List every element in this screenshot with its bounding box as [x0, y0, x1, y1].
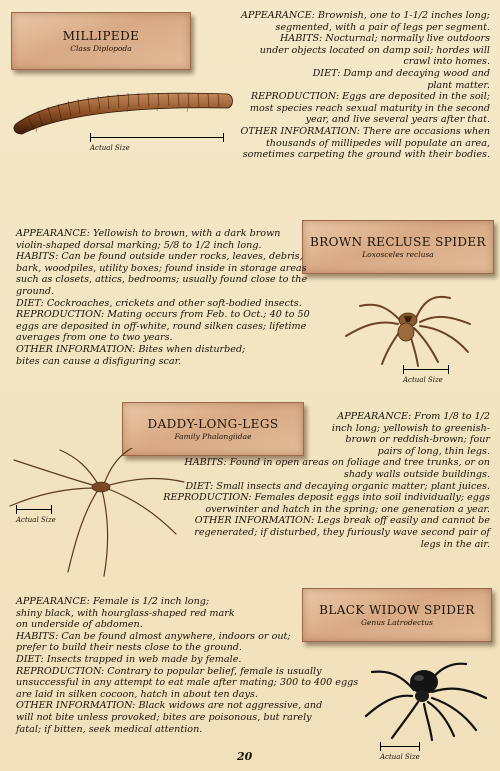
millipede-illustration — [8, 80, 238, 140]
scale-tick-right — [51, 505, 52, 514]
black-widow-scale-bar — [380, 742, 420, 766]
black-widow-appearance: APPEARANCE: Female is 1/2 inch long; shiny black, with hourglass-shaped red mark on underside of abdomen. — [16, 596, 235, 631]
daddy-long-legs-habits: HABITS: Found in open areas on foliage and tree trunks, or on shady walls outside buildings. — [184, 457, 490, 480]
scale-line — [380, 746, 420, 747]
daddy-long-legs-other-information: OTHER INFORMATION: Legs break off easily and cannot be regenerated; if disturbed, they furiously wave second pair of legs in the air. — [194, 515, 490, 550]
scale-tick-right — [419, 742, 420, 751]
millipede-scale-bar — [90, 133, 224, 157]
black-widow-habits: HABITS: Can be found almost anywhere, indoors or out; prefer to build their nests close to the ground. — [16, 630, 291, 654]
black-widow-diet: DIET: Insects trapped in web made by female. — [16, 653, 242, 665]
scale-line — [403, 369, 449, 370]
brown-recluse-scale-bar — [403, 365, 449, 389]
scale-line — [90, 137, 224, 138]
millipede-actual-size-label: Actual Size — [90, 144, 130, 152]
scale-tick-right — [448, 365, 449, 374]
brown-recluse-label-card — [302, 220, 494, 274]
black-widow-latin-name: Genus Latrodectus — [360, 618, 434, 627]
scale-tick-left — [403, 365, 404, 374]
daddy-long-legs-description — [140, 411, 490, 550]
scale-tick-left — [16, 505, 17, 514]
brown-recluse-habits: HABITS: Can be found outside under rocks, leaves, debris, bark, woodpiles, utility boxes; found inside in storage areas such as closets, attics, bedrooms; usually found close to the ground. — [16, 251, 308, 297]
millipede-reproduction: REPRODUCTION: Eggs are deposited in the soil; most species reach sexual maturity in the second year, and live several years after that. — [249, 91, 490, 126]
scale-line — [16, 509, 52, 510]
black-widow-actual-size-label: Actual Size — [380, 753, 420, 761]
millipede-other-information: OTHER INFORMATION: There are occasions when thousands of millipedes will populate an area, sometimes carpeting the ground with their bodies. — [240, 125, 490, 161]
black-widow-reproduction: REPRODUCTION: Contrary to popular belief, female is usually unsuccessful in any attempt to eat male after mating; 300 to 400 eggs are laid in silken cocoon, hatch in about ten days. — [16, 665, 359, 700]
scale-tick-right — [223, 133, 224, 142]
daddy-long-legs-name: DADDY-LONG-LEGS — [147, 417, 279, 431]
scale-tick-left — [380, 742, 381, 751]
daddy-long-legs-latin-name: Family Phalangiidae — [174, 432, 252, 441]
brown-recluse-reproduction: REPRODUCTION: Mating occurs from Feb. to Oct.; 40 to 50 eggs are deposited in off-white, round silken cases; lifetime averages from one to two years. — [16, 309, 310, 344]
brown-recluse-appearance: APPEARANCE: Yellowish to brown, with a dark brown violin-shaped dorsal marking; 5/8 to 1/2 inch long. — [16, 228, 281, 251]
daddy-long-legs-reproduction: REPRODUCTION: Females deposit eggs into soil individually; eggs overwinter and hatch in the spring; one generation a year. — [163, 492, 490, 515]
brown-recluse-latin-name: Loxosceles reclusa — [362, 250, 434, 259]
black-widow-illustration — [362, 650, 492, 742]
millipede-diet: DIET: Damp and decaying wood and plant matter. — [312, 67, 490, 91]
millipede-appearance: APPEARANCE: Brownish, one to 1-1/2 inches long; segmented, with a pair of legs per segment. — [240, 10, 490, 33]
brown-recluse-illustration — [338, 280, 488, 370]
brown-recluse-name: BROWN RECLUSE SPIDER — [310, 235, 486, 249]
brown-recluse-description — [16, 228, 314, 367]
black-widow-description — [16, 596, 366, 735]
millipede-latin-name: Class Diplopoda — [70, 44, 132, 53]
black-widow-name: BLACK WIDOW SPIDER — [319, 603, 475, 617]
brown-recluse-diet: DIET: Cockroaches, crickets and other soft-bodied insects. — [16, 297, 302, 309]
millipede-habits: HABITS: Nocturnal; normally live outdoors under objects located on damp soil; hordes will crawl into homes. — [259, 33, 490, 68]
daddy-long-legs-diet: DIET: Small insects and decaying organic matter; plant juices. — [185, 480, 490, 492]
daddy-long-legs-actual-size-label: Actual Size — [16, 516, 56, 524]
scale-tick-left — [90, 133, 91, 142]
daddy-long-legs-scale-bar — [16, 505, 56, 529]
millipede-description — [226, 10, 490, 161]
page-number: 20 — [237, 750, 253, 763]
brown-recluse-other-information: OTHER INFORMATION: Bites when disturbed; bites can cause a disfiguring scar. — [16, 343, 246, 367]
black-widow-other-information: OTHER INFORMATION: Black widows are not aggressive, and will not bite unless provoked; bites are poisonous, but rarely fatal; if bitten, seek medical attention. — [16, 700, 323, 735]
brown-recluse-actual-size-label: Actual Size — [403, 376, 443, 384]
daddy-long-legs-appearance: APPEARANCE: From 1/8 to 1/2 inch long; yellowish to greenish-brown or reddish-brown; four pairs of long, thin legs. — [331, 411, 490, 457]
millipede-name: MILLIPEDE — [62, 29, 140, 43]
millipede-label-card — [11, 12, 191, 70]
